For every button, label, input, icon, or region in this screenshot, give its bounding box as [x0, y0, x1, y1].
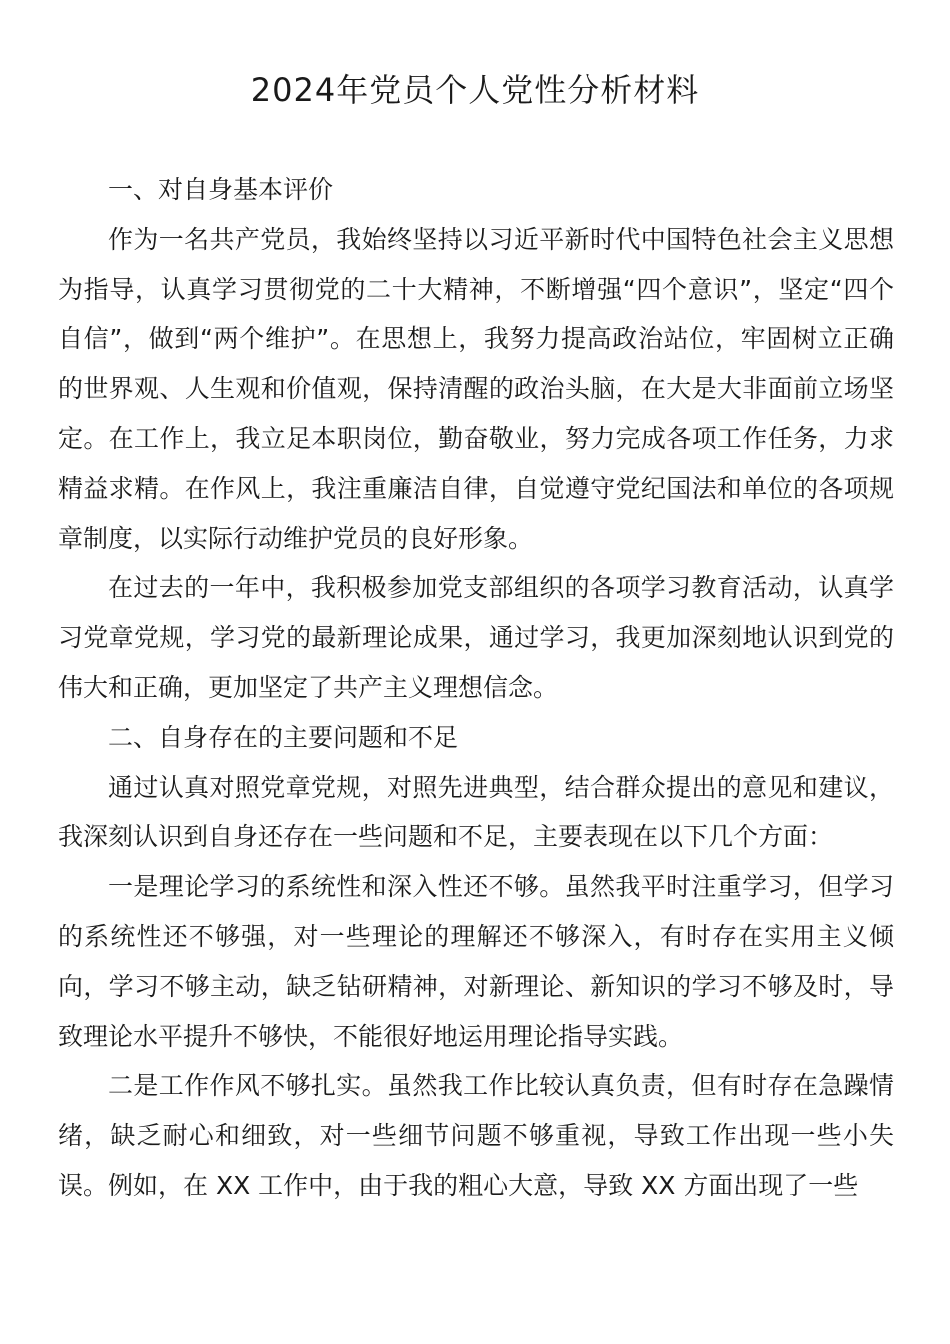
paragraph: 作为一名共产党员，我始终坚持以习近平新时代中国特色社会主义思想为指导，认真学习贯彻党的二十大精神，不断增强“四个意识”，坚定“四个自信”，做到“两个维护”。在思想上，我努力提高政治站位，牢固树立正确的世界观、人生观和价值观，保持清醒的政治头脑，在大是大非面前立场坚定。在工作上，我立足本职岗位，勤奋敬业，努力完成各项工作任务，力求精益求精。在作风上，我注重廉洁自律，自觉遵守党纪国法和单位的各项规章制度，以实际行动维护党员的良好形象。	[58, 224, 894, 553]
section-heading: 二、自身存在的主要问题和不足	[108, 722, 459, 752]
section-problems	[58, 713, 894, 1211]
paragraph: 通过认真对照党章党规，对照先进典型，结合群众提出的意见和建议，我深刻认识到自身还存在一些问题和不足，主要表现在以下几个方面：	[58, 772, 894, 852]
paragraph: 一是理论学习的系统性和深入性还不够。虽然我平时注重学习，但学习的系统性还不够强，对一些理论的理解还不够深入，有时存在实用主义倾向，学习不够主动，缺乏钻研精神，对新理论、新知识的学习不够及时，导致理论水平提升不够快，不能很好地运用理论指导实践。	[58, 872, 894, 1051]
paragraph: 二是工作作风不够扎实。虽然我工作比较认真负责，但有时存在急躁情绪，缺乏耐心和细致，对一些细节问题不够重视，导致工作出现一些小失误。例如，在 XX 工作中，由于我的粗心大意，导致 XX 方面出现了一些	[58, 1071, 894, 1200]
section-self-evaluation	[58, 165, 894, 713]
document-body	[58, 165, 894, 1211]
document-title: 2024年党员个人党性分析材料	[250, 71, 700, 109]
paragraph: 在过去的一年中，我积极参加党支部组织的各项学习教育活动，认真学习党章党规，学习党的最新理论成果，通过学习，我更加深刻地认识到党的伟大和正确，更加坚定了共产主义理想信念。	[58, 573, 894, 702]
section-heading: 一、对自身基本评价	[108, 175, 334, 204]
